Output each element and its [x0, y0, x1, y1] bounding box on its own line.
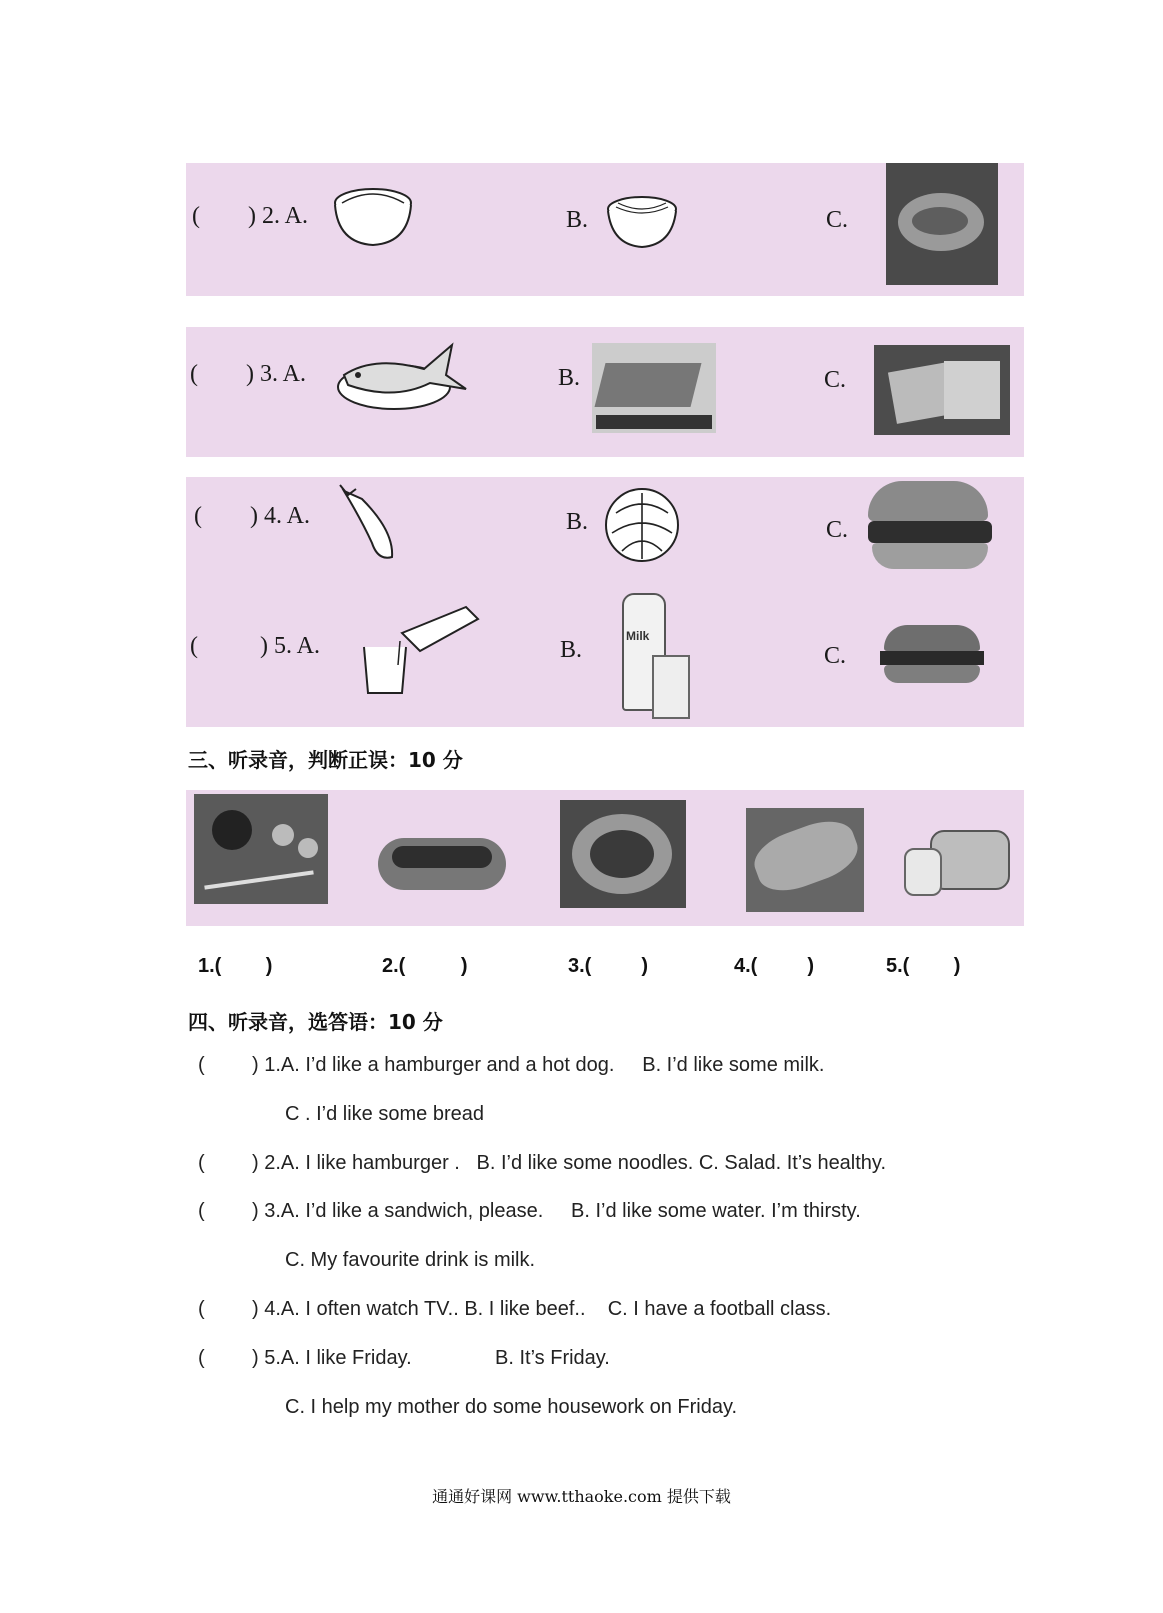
tf-item-3: 3.( ): [568, 955, 649, 977]
eggplant-icon: [332, 481, 402, 567]
milk-label: Milk: [626, 629, 650, 643]
question-4-line-1: ) 4.A. I often watch TV.. B. I like beef.. C. I have a football class.: [252, 1298, 832, 1320]
tf-item-1: 1.( ): [198, 955, 273, 977]
rice-bowl-icon: [328, 181, 418, 253]
option-b-label: B.: [560, 637, 583, 663]
question-number: ) 4. A.: [250, 503, 310, 529]
bread-photo: [874, 345, 1010, 435]
answer-paren: (: [198, 1200, 205, 1222]
sandwich-photo: [592, 343, 716, 433]
water-bottle-icon: [354, 593, 490, 703]
page-footer: 通通好课网 www.tthaoke.com 提供下载: [432, 1487, 731, 1506]
tf-item-4: 4.( ): [734, 955, 815, 977]
cabbage-icon: [602, 483, 682, 567]
tf-item-5: 5.( ): [886, 955, 961, 977]
noodles-photo: [560, 800, 686, 908]
fish-plate-icon: [334, 335, 474, 425]
hamburger-photo-large: [868, 481, 992, 577]
sliced-bread-photo: [902, 830, 1010, 900]
question-5-line-2: C. I help my mother do some housework on Friday.: [285, 1396, 738, 1418]
fish-photo: [746, 808, 864, 912]
tf-item-2: 2.( ): [382, 955, 468, 977]
answer-paren: (: [198, 1298, 205, 1320]
option-c-label: C.: [824, 643, 847, 669]
milk-photo: [618, 593, 692, 721]
question-number: ) 3. A.: [246, 361, 306, 387]
question-panel-4: [186, 477, 1024, 727]
section-3-heading: 三、听录音，判断正误：10 分: [188, 748, 463, 772]
option-c-label: C.: [826, 517, 849, 543]
question-3-line-1: ) 3.A. I’d like a sandwich, please. B. I’d like some water. I’m thirsty.: [252, 1200, 861, 1222]
hotdog-photo: [378, 812, 506, 902]
question-number: ) 2. A.: [248, 203, 308, 229]
answer-paren: (: [190, 633, 198, 659]
answer-paren: (: [194, 503, 202, 529]
question-1-line-2: C . I’d like some bread: [285, 1103, 484, 1125]
question-panel-3: [186, 327, 1024, 457]
salad-photo: [886, 163, 998, 285]
chinese-meal-photo: [194, 794, 328, 904]
question-3-line-2: C. My favourite drink is milk.: [285, 1249, 536, 1271]
option-c-label: C.: [826, 207, 849, 233]
answer-paren: (: [198, 1152, 205, 1174]
option-b-label: B.: [566, 207, 589, 233]
section-4-heading: 四、听录音，选答语：10 分: [188, 1010, 443, 1034]
answer-paren: (: [192, 203, 200, 229]
question-panel-2: [186, 163, 1024, 296]
noodle-bowl-icon: [602, 191, 682, 253]
answer-paren: (: [198, 1347, 205, 1369]
option-b-label: B.: [566, 509, 589, 535]
option-c-label: C.: [824, 367, 847, 393]
answer-paren: (: [190, 361, 198, 387]
question-1-line-1: ) 1.A. I’d like a hamburger and a hot dog. B. I’d like some milk.: [252, 1054, 825, 1076]
hamburger-photo-small: [880, 625, 984, 689]
question-5-line-1: ) 5.A. I like Friday. B. It’s Friday.: [252, 1347, 610, 1369]
option-b-label: B.: [558, 365, 581, 391]
question-number: ) 5. A.: [260, 633, 320, 659]
question-2-line-1: ) 2.A. I like hamburger . B. I’d like some noodles. C. Salad. It’s healthy.: [252, 1152, 887, 1174]
answer-paren: (: [198, 1054, 205, 1076]
food-photo-strip: [186, 790, 1024, 926]
